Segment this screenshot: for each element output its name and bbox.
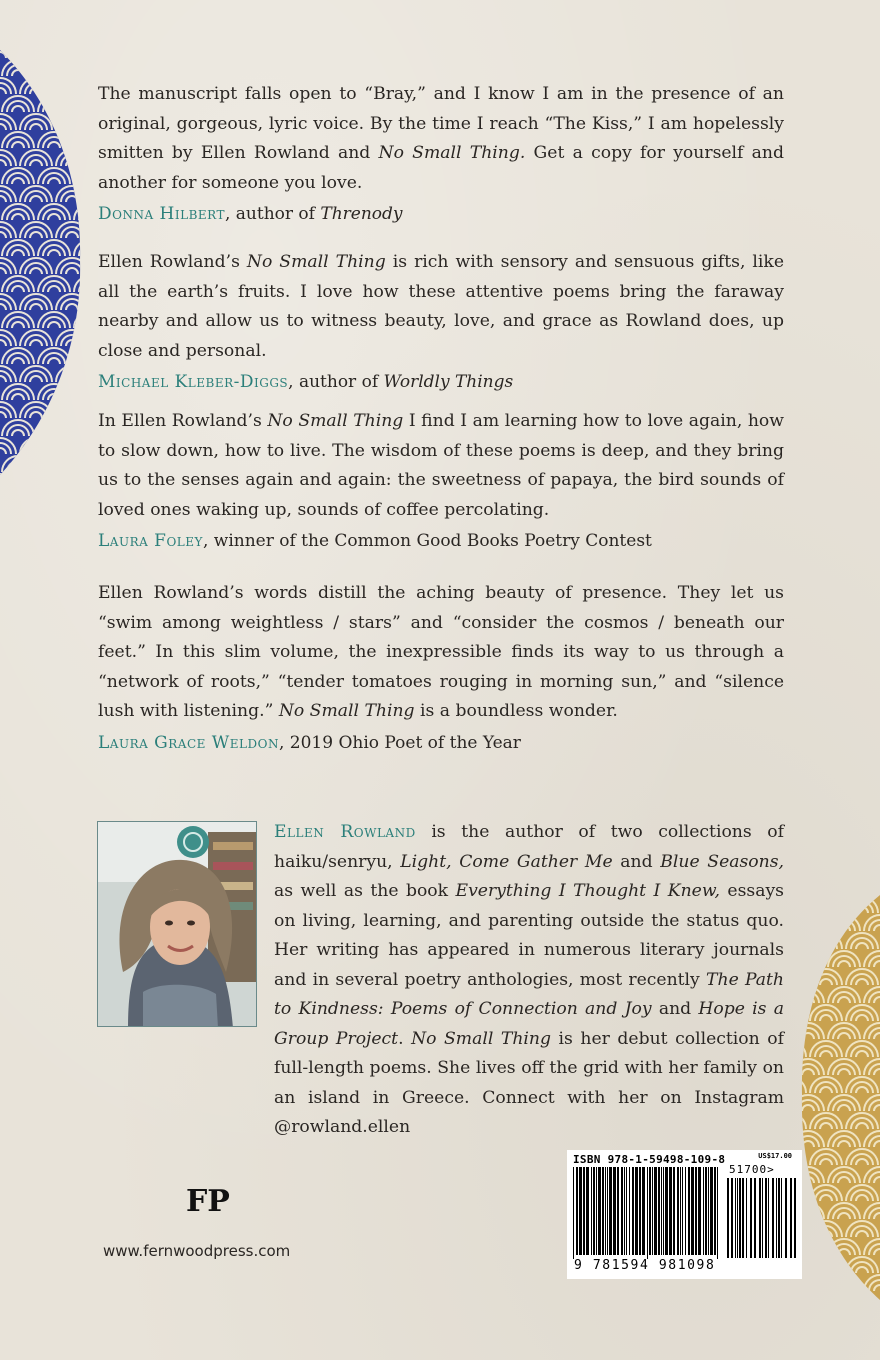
barcode-addon-bar	[754, 1178, 756, 1258]
wave-arc	[74, 420, 90, 436]
wave-arc	[61, 83, 83, 94]
italic-title: Hope is a Group Project	[274, 999, 784, 1049]
wave-arc	[61, 443, 83, 454]
text-segment: is her debut collection of full-length poems. She lives off the grid with her family on an island in Greece. Connect with her on Instagram @rowland.ellen	[274, 1028, 784, 1137]
barcode-addon-bar	[772, 1178, 774, 1258]
wave-arc	[802, 961, 814, 967]
wave-arc	[797, 1280, 819, 1291]
blurb-author: Laura Foley	[98, 531, 203, 551]
wave-arc	[802, 1213, 814, 1219]
barcode-bar	[642, 1167, 645, 1255]
barcode-bar	[654, 1167, 657, 1255]
text-segment: is the author of two collections of haiku/senryu,	[274, 822, 785, 872]
barcode-bar	[632, 1167, 634, 1255]
barcode-bar	[635, 1167, 638, 1255]
text-segment: In Ellen Rowland’s	[98, 411, 268, 431]
barcode-bar	[583, 1167, 585, 1255]
wave-arc	[856, 1303, 868, 1305]
barcode-bar	[665, 1167, 668, 1255]
wave-arc	[84, 250, 90, 256]
isbn-label: ISBN 978-1-59498-109-8	[573, 1153, 726, 1166]
blurb-text	[98, 248, 784, 366]
barcode-bar	[593, 1167, 595, 1255]
barcode-bar	[576, 1167, 578, 1255]
text-segment: Ellen Rowland’s	[98, 252, 247, 272]
italic-title: No Small Thing	[278, 701, 415, 721]
wave-arc	[61, 479, 83, 480]
wave-arc	[790, 974, 801, 985]
barcode-addon-bar	[750, 1178, 752, 1258]
wave-arc	[79, 461, 90, 472]
wave-arc	[30, 52, 42, 58]
italic-title: No Small Thing.	[378, 143, 526, 163]
wave-arc	[48, 466, 60, 472]
wave-arc	[815, 1262, 837, 1273]
wave-arc	[48, 430, 60, 436]
italic-title: Blue Seasons,	[660, 851, 785, 872]
wave-arc	[74, 348, 90, 364]
barcode-bar	[682, 1167, 683, 1255]
gold-wave-pattern	[790, 895, 880, 1305]
wave-arc	[43, 101, 65, 112]
isbn-barcode	[567, 1150, 802, 1279]
wave-arc	[12, 466, 24, 472]
author-bio	[274, 818, 784, 1143]
barcode-bar	[647, 1167, 648, 1259]
wave-arc	[79, 65, 90, 76]
wave-arc	[79, 317, 90, 328]
barcode-addon-bar	[739, 1178, 741, 1258]
barcode-bar	[691, 1167, 694, 1255]
barcode-addon-bar	[768, 1178, 769, 1258]
wave-arc	[0, 479, 11, 480]
barcode-addon-bar	[762, 1178, 763, 1258]
barcode-addon-bar	[794, 1178, 796, 1258]
wave-arc	[43, 461, 65, 472]
wave-arc	[38, 60, 70, 76]
wave-arc	[810, 897, 842, 913]
barcode-bar	[652, 1167, 653, 1255]
wave-arc	[820, 1231, 832, 1237]
wave-arc	[74, 60, 90, 76]
barcode-bar	[573, 1167, 574, 1259]
blurb-author: Donna Hilbert	[98, 204, 225, 224]
wave-arc	[84, 286, 90, 292]
blurb-text	[98, 579, 784, 727]
wave-arc	[79, 281, 90, 292]
wave-arc	[810, 1257, 842, 1273]
wave-arc	[74, 456, 90, 472]
text-segment: essays on living, learning, and parenting outside the status quo. Her writing has appeared in numerous literary journals and in several poetry anthologies, most recently	[274, 881, 784, 990]
barcode-bar	[677, 1167, 679, 1255]
wave-arc	[790, 1293, 806, 1305]
publisher-logo: FP	[186, 1184, 230, 1219]
wave-arc	[25, 479, 47, 480]
wave-arc	[84, 430, 90, 436]
barcode-bar	[695, 1167, 697, 1255]
wave-arc	[84, 142, 90, 148]
barcode-bar	[705, 1167, 707, 1255]
wave-arc	[790, 1087, 796, 1093]
wave-arc	[79, 389, 90, 400]
barcode-bar	[639, 1167, 641, 1255]
text-segment: and	[612, 851, 661, 872]
wave-arc	[790, 1046, 801, 1057]
barcode-addon-bar	[778, 1178, 780, 1258]
blue-wave-pattern	[0, 40, 90, 480]
wave-arc	[74, 96, 90, 112]
wave-arc	[790, 979, 796, 985]
text-segment: Get a copy for yourself and another for someone you love.	[98, 143, 784, 193]
blurb-author: Laura Grace Weldon	[98, 732, 279, 753]
wave-arc	[38, 456, 70, 472]
barcode-bar	[673, 1167, 675, 1255]
barcode-addon-bar	[759, 1178, 761, 1258]
barcode-bar	[688, 1167, 690, 1255]
barcode-addon-bar	[790, 1178, 792, 1258]
wave-arc	[56, 474, 88, 480]
barcode-bar	[649, 1167, 651, 1255]
barcode-bar	[710, 1167, 713, 1255]
wave-arc	[84, 178, 90, 184]
barcode-addon-bar	[785, 1178, 787, 1258]
wave-arc	[79, 137, 90, 148]
wave-arc	[815, 938, 837, 949]
wave-arc	[38, 420, 70, 436]
bio-text	[274, 822, 784, 1137]
wave-arc	[79, 353, 90, 364]
wave-arc	[851, 1298, 873, 1305]
barcode-bar	[703, 1167, 704, 1255]
wave-arc	[802, 997, 814, 1003]
barcode-bar	[596, 1167, 597, 1255]
wave-arc	[790, 907, 796, 913]
italic-title: No Small Thing	[246, 252, 386, 272]
wave-arc	[56, 114, 88, 130]
blurb-3	[98, 407, 784, 555]
barcode-bar	[598, 1167, 601, 1255]
barcode-addon-bar	[781, 1178, 782, 1258]
price-label: US$17.00	[758, 1152, 792, 1160]
barcode-bar	[586, 1167, 589, 1255]
text-segment: I find I am learning how to love again, how to slow down, how to live. The wisdom of these poems is deep, and they bring us to the senses again and again: the sweetness of papaya, the bird sounds of loved ones waking up, sounds of coffee percolating.	[98, 411, 784, 520]
barcode-bar	[708, 1167, 709, 1255]
wave-arc	[790, 902, 801, 913]
wave-arc	[815, 1298, 837, 1305]
text-segment: .	[398, 1028, 412, 1049]
italic-title: No Small Thing	[267, 411, 404, 431]
wave-arc	[790, 938, 801, 949]
barcode-bar	[669, 1167, 672, 1255]
wave-arc	[790, 943, 796, 949]
wave-arc	[790, 1298, 801, 1305]
text-segment: Ellen Rowland’s words distill the aching beauty of presence. They let us “swim among weightless / stars” and “consider the cosmos / beneath our feet.” In this slim volume, the inexpressible finds its way to us through a “network of roots,” “tender tomatoes rouging in morning sun,” and “silence lush with listening.”	[98, 583, 784, 721]
wave-arc	[820, 1303, 832, 1305]
wave-arc	[802, 925, 814, 931]
ean-digits: 9 781594 981098	[574, 1258, 716, 1273]
wave-arc	[25, 47, 47, 58]
wave-arc	[79, 209, 90, 220]
wave-arc	[810, 1293, 842, 1305]
text-segment: The manuscript falls open to “Bray,” and I know I am in the presence of an original, gorgeous, lyric voice. By the time I reach “The Kiss,” I am hopelessly smitten by Ellen Rowland and	[98, 84, 784, 163]
barcode-bar	[626, 1167, 627, 1255]
wave-arc	[790, 933, 806, 949]
wave-arc	[66, 412, 78, 418]
blurb-attribution: Laura Grace Weldon, 2019 Ohio Poet of the Year	[98, 732, 521, 753]
barcode-addon-bar	[737, 1178, 738, 1258]
wave-arc	[66, 88, 78, 94]
wave-arc	[56, 438, 88, 454]
wave-arc	[48, 106, 60, 112]
wave-arc	[797, 956, 819, 967]
italic-title: No Small Thing	[411, 1028, 551, 1049]
barcode-bar	[591, 1167, 592, 1255]
barcode-bar	[698, 1167, 701, 1255]
barcode-bar	[685, 1167, 686, 1255]
barcode-addon-bar	[742, 1178, 744, 1258]
text-segment: as well as the book	[274, 881, 456, 901]
wave-arc	[790, 897, 806, 913]
blurb-text	[98, 407, 784, 525]
wave-arc	[43, 65, 65, 76]
barcode-bar	[579, 1167, 582, 1255]
wave-arc	[790, 1051, 796, 1057]
wave-arc	[84, 322, 90, 328]
wave-arc	[790, 1082, 801, 1093]
blurb-attribution: Donna Hilbert, author of Threnody	[98, 204, 403, 224]
bio-author-name: Ellen Rowland	[274, 822, 416, 842]
barcode-bar	[629, 1167, 630, 1255]
italic-title: Everything I Thought I Knew,	[455, 881, 720, 901]
wave-arc	[84, 358, 90, 364]
barcode-addon-bar	[765, 1178, 767, 1258]
wave-arc	[20, 42, 52, 58]
barcode-bar	[661, 1167, 662, 1255]
blurb-author: Michael Kleber-Diggs	[98, 372, 289, 392]
wave-arc	[66, 160, 78, 166]
barcode-bar	[609, 1167, 612, 1255]
wave-arc	[48, 70, 60, 76]
wave-arc	[815, 902, 837, 913]
wave-arc	[846, 1293, 878, 1305]
barcode-bar	[621, 1167, 623, 1255]
wave-arc	[84, 70, 90, 76]
barcode-addon-bar	[776, 1178, 777, 1258]
wave-arc	[61, 47, 83, 58]
wave-arc	[20, 474, 52, 480]
barcode-bar	[624, 1167, 625, 1255]
barcode-bar	[658, 1167, 660, 1255]
wave-arc	[25, 443, 47, 454]
wave-arc	[30, 448, 42, 454]
barcode-addon-bar	[735, 1178, 736, 1258]
wave-arc	[66, 124, 78, 130]
wave-arc	[790, 1015, 796, 1021]
barcode-bar	[602, 1167, 604, 1255]
blurb-attribution: Michael Kleber-Diggs, author of Worldly Things	[98, 372, 514, 392]
wave-arc	[84, 106, 90, 112]
barcode-bar	[605, 1167, 606, 1255]
wave-arc	[56, 78, 88, 94]
wave-arc	[43, 425, 65, 436]
wave-arc	[66, 448, 78, 454]
barcode-addon-bar	[727, 1178, 729, 1258]
barcode-bar	[613, 1167, 616, 1255]
wave-arc	[74, 168, 90, 184]
barcode-bar	[617, 1167, 619, 1255]
wave-arc	[802, 1249, 814, 1255]
wave-arc	[0, 474, 16, 480]
wave-arc	[797, 920, 819, 931]
wave-arc	[802, 1285, 814, 1291]
italic-title: The Path to Kindness: Poems of Connection and Joy	[274, 969, 785, 1019]
wave-arc	[56, 402, 88, 418]
wave-arc	[828, 1275, 860, 1291]
barcode-bar	[714, 1167, 716, 1255]
author-photo	[97, 821, 257, 1027]
wave-arc	[820, 907, 832, 913]
barcode-bar	[717, 1167, 718, 1259]
wave-arc	[820, 1267, 832, 1273]
wave-arc	[84, 214, 90, 220]
author-portrait-image	[98, 822, 257, 1027]
wave-arc	[820, 943, 832, 949]
wave-arc	[792, 951, 824, 967]
wave-arc	[56, 42, 88, 58]
wave-arc	[74, 132, 90, 148]
wave-arc	[833, 1280, 855, 1291]
wave-arc	[79, 101, 90, 112]
wave-arc	[792, 915, 824, 931]
wave-arc	[790, 1123, 796, 1129]
barcode-bar	[607, 1167, 608, 1255]
text-segment: and	[651, 999, 699, 1019]
wave-arc	[790, 969, 806, 985]
wave-arc	[84, 466, 90, 472]
text-segment: is rich with sensory and sensuous gifts, like all the earth’s fruits. I love how these attentive poems bring the faraway nearby and allow us to witness beauty, love, and grace as Rowland does, up close and personal.	[98, 252, 785, 361]
wave-arc	[79, 425, 90, 436]
publisher-website[interactable]: www.fernwoodpress.com	[103, 1242, 291, 1260]
wave-arc	[790, 1118, 801, 1129]
barcode-addon-bar	[731, 1178, 733, 1258]
wave-arc	[61, 371, 83, 382]
wave-arc	[790, 1010, 801, 1021]
wave-arc	[79, 173, 90, 184]
blurb-4	[98, 579, 784, 757]
wave-arc	[66, 376, 78, 382]
blurb-1	[98, 80, 784, 228]
barcode-bar	[663, 1167, 664, 1255]
wave-arc	[74, 384, 90, 400]
barcode-bar	[680, 1167, 681, 1255]
blurb-text	[98, 80, 784, 198]
text-segment: is a boundless wonder.	[414, 701, 618, 721]
barcode-addon-bar	[746, 1178, 747, 1258]
wave-arc	[66, 52, 78, 58]
wave-arc	[61, 119, 83, 130]
wave-arc	[61, 407, 83, 418]
wave-arc	[838, 1285, 850, 1291]
wave-arc	[790, 1005, 806, 1021]
blurb-attribution: Laura Foley, winner of the Common Good Books Poetry Contest	[98, 531, 652, 551]
wave-arc	[84, 394, 90, 400]
wave-arc	[790, 1303, 796, 1305]
addon-digits: 51700>	[729, 1163, 775, 1176]
italic-title: Light, Come Gather Me	[400, 851, 613, 872]
blurb-2	[98, 248, 784, 396]
wave-arc	[79, 245, 90, 256]
